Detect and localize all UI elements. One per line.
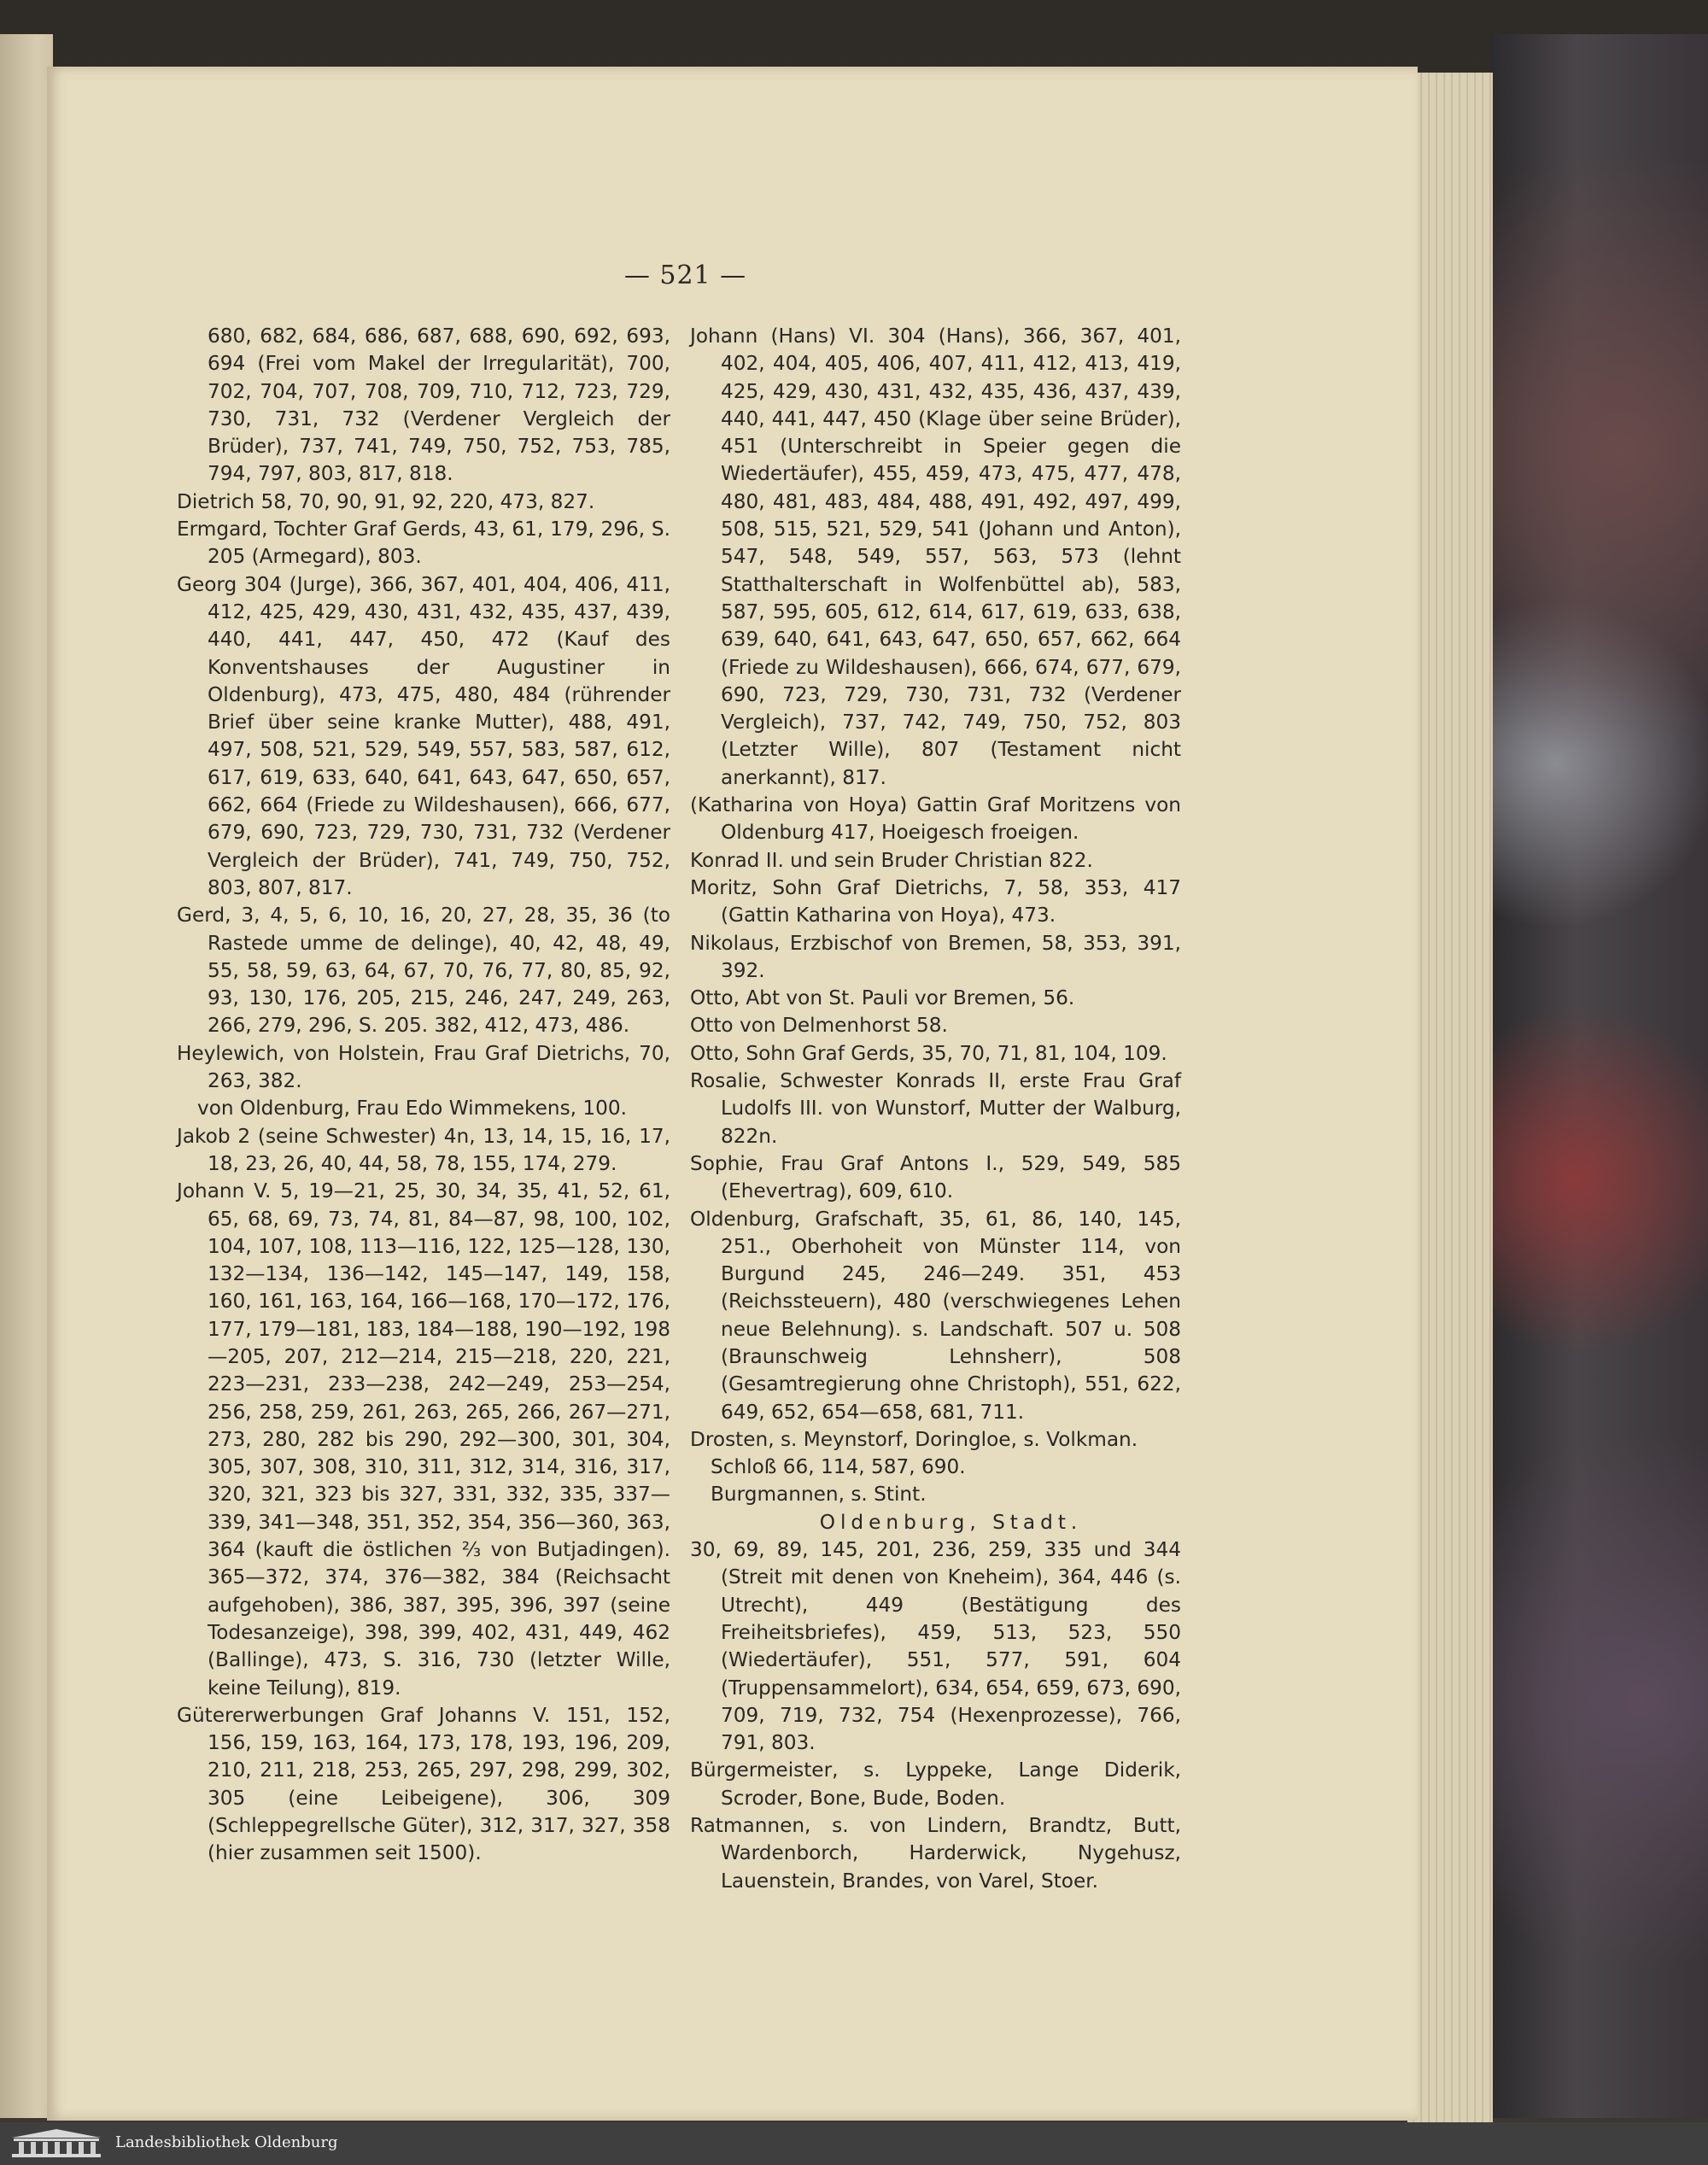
index-entry: Otto, Sohn Graf Gerds, 35, 70, 71, 81, 104, 109. [690, 1041, 1167, 1065]
index-entry: Moritz, Sohn Graf Dietrichs, 7, 58, 353, 417 (Gattin Katharina von Hoya), 473. [690, 875, 1181, 927]
index-entry: Ermgard, Tochter Graf Gerds, 43, 61, 179, 296, S. 205 (Armegard), 803. [177, 518, 670, 569]
index-entry: Sophie, Frau Graf Antons I., 529, 549, 585 (Ehevertrag), 609, 610. [690, 1151, 1181, 1203]
index-entry: von Oldenburg, Frau Edo Wimmekens, 100. [197, 1097, 628, 1121]
index-entry: Nikolaus, Erzbischof von Bremen, 58, 353, 391, 392. [690, 931, 1181, 982]
index-entry: Rosalie, Schwester Konrads II, erste Frau Graf Ludolfs III. von Wunstorf, Mutter der Walburg, 822n. [690, 1069, 1181, 1148]
index-entry: Johann (Hans) VI. 304 (Hans), 366, 367, 401, 402, 404, 405, 406, 407, 411, 412, 413, 419, 425, 429, 430, 431, 432, 435, 436, 437, 439, 440, 441, 447, 450 (Klage über seine Brüder), 451 (Unterschreibt in Speier gegen die Wiedertäufer), 455, 459, 473, 475, 477, 478, 480, 481, 483, 484, 488, 491, 492, 497, 499, 508, 515, 521, 529, 541 (Johann und Anton), 547, 548, 549, 557, 563, 573 (lehnt Statthalterschaft in Wolfenbüttel ab), 583, 587, 595, 605, 612, 614, 617, 619, 633, 638, 639, 640, 641, 643, 647, 650, 657, 662, 664 (Friede zu Wildeshausen), 666, 674, 677, 679, 690, 723, 729, 730, 731, 732 (Verdener Vergleich), 737, 742, 749, 750, 752, 803 (Letzter Wille), 807 (Testament nicht anerkannt), 817. [690, 325, 1181, 789]
index-entry: Oldenburg, Grafschaft, 35, 61, 86, 140, 145, 251., Oberhoheit von Münster 114, von Burgund 245, 246—249. 351, 453 (Reichssteuern), 480 (verschwiegenes Lehen neue Belehnung). s. Landschaft. 507 u. 508 (Braunschweig Lehnsherr), 508 (Gesamtregierung ohne Christoph), 551, 622, 649, 652, 654—658, 681, 711. [690, 1207, 1181, 1424]
index-entry: Johann V. 5, 19—21, 25, 30, 34, 35, 41, 52, 61, 65, 68, 69, 73, 74, 81, 84—87, 98, 100, 102, 104, 107, 108, 113—116, 122, 125—128, 130, 132—134, 136—142, 145—147, 149, 158, 160, 161, 163, 164, 166—168, 170—172, 176, 177, 179—181, 183, 184—188, 190—192, 198—205, 207, 212—214, 215—218, 220, 221, 223—231, 233—238, 242—249, 253—254, 256, 258, 259, 261, 263, 265, 266, 267—271, 273, 280, 282 bis 290, 292—300, 301, 304, 305, 307, 308, 310, 311, 312, 314, 316, 317, 320, 321, 323 bis 327, 331, 332, 335, 337—339, 341—348, 351, 352, 354, 356—360, 363, 364 (kauft die östlichen ⅔ von Butjadingen). 365—372, 374, 376—382, 384 (Reichsacht aufgehoben), 386, 387, 395, 396, 397 (seine Todesanzeige), 398, 399, 402, 431, 449, 462 (Ballinge), 473, S. 316, 730 (letzter Wille, keine Teilung), 819. [177, 1179, 670, 1700]
index-entry: Bürgermeister, s. Lyppeke, Lange Diderik, Scroder, Bone, Bude, Boden. [690, 1758, 1181, 1810]
index-entry: Jakob 2 (seine Schwester) 4n, 13, 14, 15, 16, 17, 18, 23, 26, 40, 44, 58, 78, 155, 174, 279. [177, 1124, 670, 1175]
index-entry: Gerd, 3, 4, 5, 6, 10, 16, 20, 27, 28, 35, 36 (to Rastede umme de delinge), 40, 42, 48, 49, 55, 58, 59, 63, 64, 67, 70, 76, 77, 80, 85, 92, 93, 130, 176, 205, 215, 246, 247, 249, 263, 266, 279, 296, S. 205. 382, 412, 473, 486. [177, 904, 670, 1038]
marbled-cover [1490, 34, 1708, 2118]
facing-page-edge [0, 34, 53, 2118]
left-column [177, 323, 670, 1868]
page-edges [1407, 73, 1493, 2122]
index-entry: Heylewich, von Holstein, Frau Graf Dietrichs, 70, 263, 382. [177, 1041, 670, 1093]
right-column [690, 323, 1181, 1895]
index-entry: 680, 682, 684, 686, 687, 688, 690, 692, 693, 694 (Frei vom Makel der Irregularität), 700, 702, 704, 707, 708, 709, 710, 712, 723, 729, 730, 731, 732 (Verdener Vergleich der Brüder), 737, 741, 749, 750, 752, 753, 785, 794, 797, 803, 817, 818. [208, 325, 670, 486]
index-entry: Burgmannen, s. Stint. [711, 1483, 927, 1507]
index-entry: Otto, Abt von St. Pauli vor Bremen, 56. [690, 986, 1075, 1010]
library-building-icon [9, 2127, 104, 2158]
index-entry: Georg 304 (Jurge), 366, 367, 401, 404, 406, 411, 412, 425, 429, 430, 431, 432, 435, 437, 439, 440, 441, 447, 450, 472 (Kauf des Konventshauses der Augustiner in Oldenburg), 473, 475, 480, 484 (rührender Brief über seine kranke Mutter), 488, 491, 497, 508, 521, 529, 549, 557, 583, 587, 612, 617, 619, 633, 640, 641, 643, 647, 650, 657, 662, 664 (Friede zu Wildeshausen), 666, 677, 679, 690, 723, 729, 730, 731, 732 (Verdener Vergleich der Brüder), 741, 749, 750, 752, 803, 807, 817. [177, 572, 670, 899]
book-page [47, 67, 1418, 2121]
index-entry: Otto von Delmenhorst 58. [690, 1014, 948, 1038]
page-number: — 521 — [623, 260, 747, 290]
index-entry: 30, 69, 89, 145, 201, 236, 259, 335 und 344 (Streit mit denen von Kneheim), 364, 446 (s. Utrecht), 449 (Bestätigung des Freiheitsbriefes), 459, 513, 523, 550 (Wiedertäufer), 551, 577, 591, 604 (Truppensammelort), 634, 654, 659, 673, 690, 709, 719, 732, 754 (Hexenprozesse), 766, 791, 803. [690, 1538, 1181, 1755]
index-entry: Konrad II. und sein Bruder Christian 822. [690, 848, 1093, 872]
index-entry: Ratmannen, s. von Lindern, Brandtz, Butt, Wardenborch, Harderwick, Nygehusz, Lauenstein, Brandes, von Varel, Stoer. [690, 1814, 1181, 1893]
index-entry: Schloß 66, 114, 587, 690. [711, 1455, 966, 1479]
index-entry: (Katharina von Hoya) Gattin Graf Moritzens von Oldenburg 417, Hoeigesch froeigen. [690, 793, 1181, 845]
footer-label: Landesbibliothek Oldenburg [115, 2133, 338, 2151]
index-entry: Gütererwerbungen Graf Johanns V. 151, 152, 156, 159, 163, 164, 173, 178, 193, 196, 209, 210, 211, 218, 253, 265, 297, 298, 299, 302, 305 (eine Leibeigene), 306, 309 (Schleppegrellsche Güter), 312, 317, 327, 358 (hier zusammen seit 1500). [177, 1703, 670, 1865]
index-heading: Oldenburg, Stadt. [819, 1510, 1083, 1534]
index-entry: Dietrich 58, 70, 90, 91, 92, 220, 473, 827. [177, 489, 595, 513]
index-entry: Drosten, s. Meynstorf, Doringloe, s. Volkman. [690, 1427, 1138, 1451]
